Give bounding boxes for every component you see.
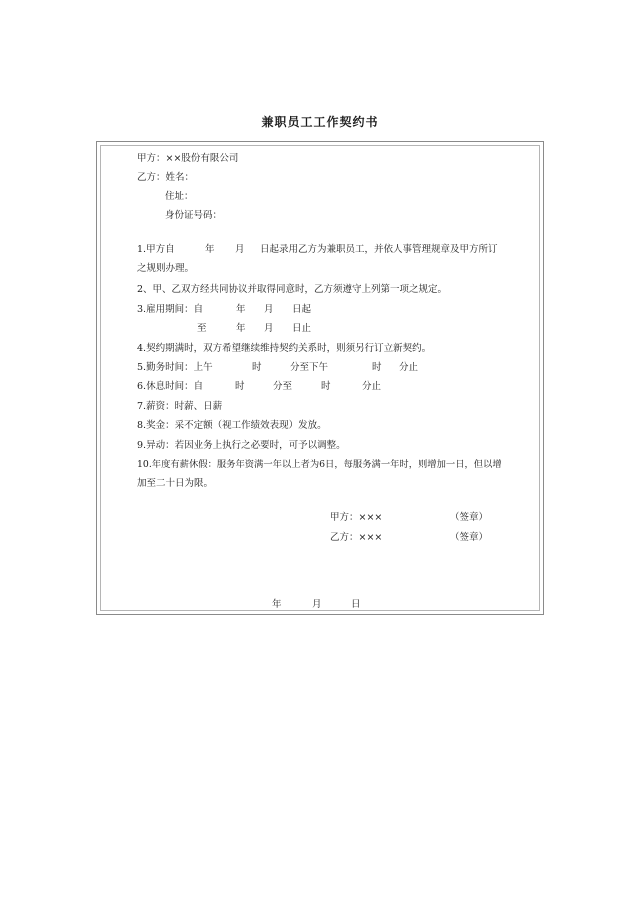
clause-3-line-2 <box>137 323 537 335</box>
clause-5 <box>137 362 537 374</box>
clause-3-to-end: 日止 <box>292 323 312 334</box>
clause-6-min-1: 分至 <box>273 381 293 392</box>
clause-6 <box>137 381 537 393</box>
clause-3-to-year: 年 <box>236 323 246 334</box>
clause-7: 7.薪资：时薪、日薪 <box>137 401 223 412</box>
party-b-signature-label: 乙方：××× <box>330 532 383 543</box>
party-b-seal: （签章） <box>450 532 489 543</box>
party-a-signature-label: 甲方：××× <box>330 512 383 523</box>
clause-1-month: 月 <box>235 244 245 255</box>
clause-10-line-2: 加至二十日为限。 <box>137 478 214 489</box>
clause-6-hour-2: 时 <box>321 381 331 392</box>
clause-3-year: 年 <box>236 304 246 315</box>
clause-10-line-1: 10.年度有薪休假：服务年资满一年以上者为6日，每服务满一年时，则增加一日，但以增 <box>137 459 502 470</box>
clause-6-hour-1: 时 <box>235 381 245 392</box>
clause-8: 8.奖金：采不定额（视工作绩效表现）发放。 <box>137 420 327 431</box>
party-b-address-line: 住址： <box>165 191 194 202</box>
clause-4: 4.契约期满时，双方希望继续维持契约关系时，则须另行订立新契约。 <box>137 343 432 354</box>
clause-3-from: 日起 <box>292 304 312 315</box>
clause-1-year: 年 <box>205 244 215 255</box>
party-b-name-line: 乙方：姓名： <box>137 172 195 183</box>
clause-1-rest: 日起录用乙方为兼职员工，并依人事管理规章及甲方所订 <box>260 244 498 255</box>
date-year: 年 <box>272 599 282 610</box>
clause-1-start: 1.甲方自 <box>137 244 175 255</box>
clause-1-line-1 <box>137 244 537 256</box>
date-month: 月 <box>312 599 322 610</box>
clause-3-label: 3.雇用期间：自 <box>137 304 204 315</box>
party-b-id-line: 身份证号码： <box>165 210 223 221</box>
clause-5-hour-2: 时 <box>372 362 382 373</box>
date-day: 日 <box>351 599 361 610</box>
clause-1-line-2: 之规则办理。 <box>137 263 195 274</box>
clause-6-min-2: 分止 <box>362 381 382 392</box>
clause-2: 2、甲、乙双方经共同协议并取得同意时，乙方须遵守上列第一项之规定。 <box>137 284 448 295</box>
clause-5-min-1: 分至下午 <box>290 362 329 373</box>
clause-5-hour-1: 时 <box>252 362 262 373</box>
document-title: 兼职员工工作契约书 <box>261 115 379 129</box>
clause-3-month: 月 <box>264 304 274 315</box>
clause-3-to-label: 至 <box>197 323 207 334</box>
clause-3-line-1 <box>137 304 537 316</box>
clause-5-label: 5.勤务时间：上午 <box>137 362 213 373</box>
clause-5-min-2: 分止 <box>399 362 419 373</box>
party-a-line: 甲方：××股份有限公司 <box>137 153 239 164</box>
clause-6-label: 6.休息时间：自 <box>137 381 204 392</box>
party-a-seal: （签章） <box>450 512 489 523</box>
clause-3-to-month: 月 <box>264 323 274 334</box>
clause-9: 9.异动：若因业务上执行之必要时，可予以调整。 <box>137 440 346 451</box>
